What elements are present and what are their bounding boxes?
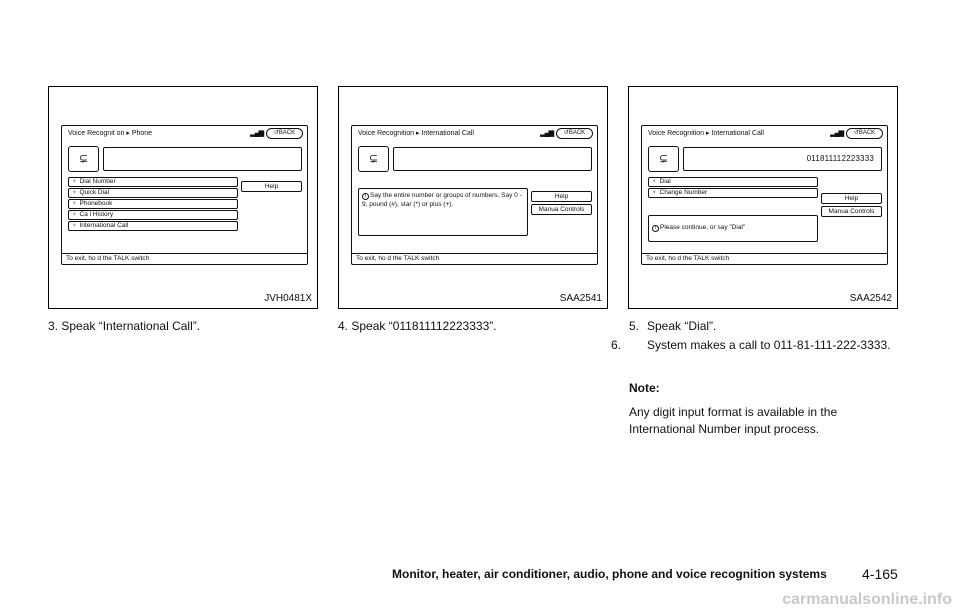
step-4: 4. Speak “011811112223333”. — [338, 319, 497, 333]
exit-instruction: To exit, ho d the TALK switch — [642, 253, 887, 264]
step-5-text: Speak “Dial”. — [647, 319, 717, 333]
back-button[interactable]: ↺BACK — [266, 128, 303, 139]
signal-icon: ▂▄▆ — [830, 130, 843, 137]
screen-title: Voice Recognition ▸ International Call — [648, 130, 764, 137]
menu-item-dial-number[interactable]: ♆ Dial Number — [68, 177, 238, 187]
note-heading: Note: — [629, 381, 660, 395]
screen-international-call — [351, 125, 598, 265]
menu-item-quick-dial[interactable]: ♆ Quick Dial — [68, 188, 238, 198]
manual-controls-button[interactable]: Manua Controls — [821, 206, 882, 217]
voice-icon: ⊊ — [648, 146, 679, 172]
number-display — [683, 147, 882, 171]
back-button[interactable]: ↺BACK — [556, 128, 593, 139]
page-number: 4-165 — [862, 566, 898, 582]
step-5-number: 5. — [629, 319, 640, 333]
figure-code: SAA2541 — [559, 293, 602, 304]
back-button[interactable]: ↺BACK — [846, 128, 883, 139]
step-6 — [611, 337, 904, 354]
figure-international-number — [628, 86, 898, 309]
figure-code: JVH0481X — [264, 293, 312, 304]
menu-item-call-history[interactable]: ♆ Ca l History — [68, 210, 238, 220]
voice-command-icon: ♆ — [72, 223, 77, 229]
step-6-text: System makes a call to 011-81-111-222-3333. — [647, 338, 891, 352]
screen-title: Voice Recognit on ▸ Phone — [68, 130, 153, 137]
info-icon: i — [652, 225, 659, 232]
number-display — [103, 147, 302, 171]
help-button[interactable]: Help — [821, 193, 882, 204]
voice-command-icon: ♆ — [652, 190, 657, 196]
voice-command-icon: ♆ — [72, 201, 77, 207]
exit-instruction: To exit, ho d the TALK switch — [62, 253, 307, 264]
help-button[interactable]: Help — [241, 181, 302, 192]
figure-code: SAA2542 — [849, 293, 892, 304]
voice-command-icon: ♆ — [72, 179, 77, 185]
section-footer: Monitor, heater, air conditioner, audio, phone and voice recognition systems — [392, 567, 827, 581]
voice-icon: ⊊ — [68, 146, 99, 172]
menu-item-international-call[interactable]: ♆ International Call — [68, 221, 238, 231]
menu-item-phonebook[interactable]: ♆ Phonebook — [68, 199, 238, 209]
voice-command-icon: ♆ — [652, 179, 657, 185]
voice-command-icon: ♆ — [72, 190, 77, 196]
note-body: Any digit input format is available in the International Number input process. — [629, 405, 838, 436]
figure-international-call — [338, 86, 608, 309]
info-icon: i — [362, 193, 369, 200]
watermark: carmanualsonline.info — [782, 591, 952, 608]
exit-instruction: To exit, ho d the TALK switch — [352, 253, 597, 264]
menu-item-dial[interactable]: ♆ Dial — [648, 177, 818, 187]
display-value: 011811112223333 — [806, 154, 874, 163]
screen-phone-menu — [61, 125, 308, 265]
info-message: i Please continue, or say "Dial" — [648, 215, 818, 242]
signal-icon: ▂▄▆ — [250, 130, 263, 137]
voice-command-icon: ♆ — [72, 212, 77, 218]
step-3: 3. Speak “International Call”. — [48, 319, 201, 333]
signal-icon: ▂▄▆ — [540, 130, 553, 137]
manual-controls-button[interactable]: Manua Controls — [531, 204, 592, 215]
step-6-number: 6. — [611, 338, 622, 352]
screen-title: Voice Recognition ▸ International Call — [358, 130, 474, 137]
screen-international-number — [641, 125, 888, 265]
help-button[interactable]: Help — [531, 191, 592, 202]
voice-icon: ⊊ — [358, 146, 389, 172]
number-display — [393, 147, 592, 171]
menu-item-change-number[interactable]: ♆ Change Number — [648, 188, 818, 198]
figure-phone-menu — [48, 86, 318, 309]
info-message: i Say the entire number or groups of numbers. Say 0 - 9, pound (#), star (*) or plus (+). — [358, 188, 528, 236]
step-5 — [629, 318, 904, 335]
